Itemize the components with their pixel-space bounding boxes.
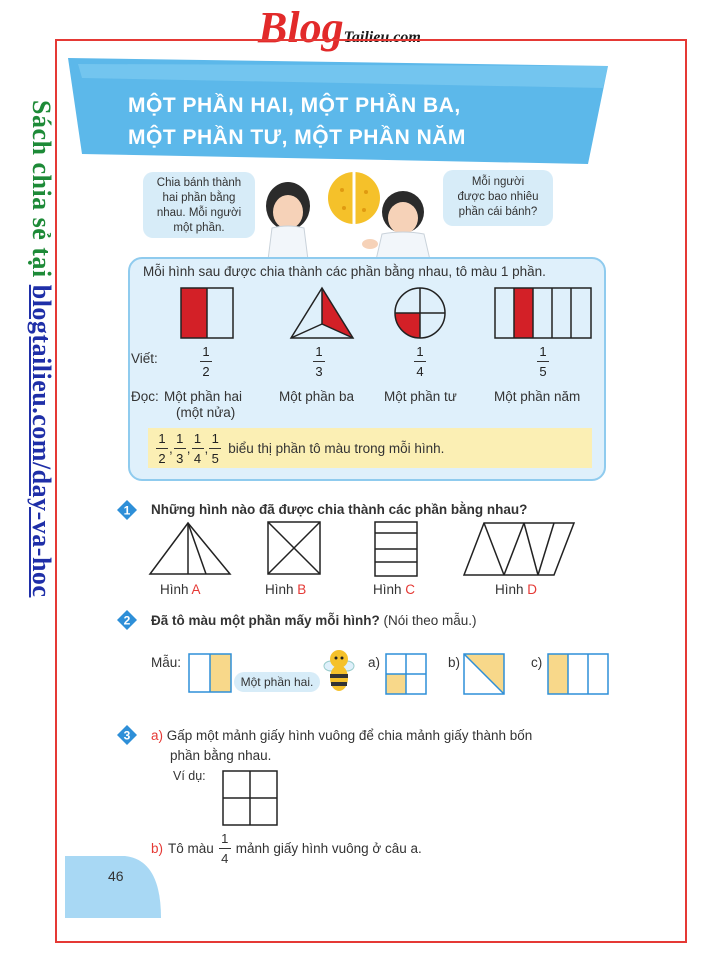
panel-intro: Mỗi hình sau được chia thành các phần bằng nhau, tô màu 1 phần.: [143, 264, 546, 279]
shape-fifth: [494, 287, 592, 339]
ex2-shape-b: [463, 653, 505, 695]
fraction-third: 1 3: [313, 344, 325, 379]
read-half-extra: (một nửa): [176, 405, 236, 420]
svg-text:1: 1: [123, 503, 131, 518]
page-title: MỘT PHẦN HAI, MỘT PHẦN BA, MỘT PHẦN TƯ, MỘT PHẦN NĂM: [128, 94, 466, 149]
svg-text:2: 2: [123, 613, 131, 628]
summary-text: biểu thị phần tô màu trong mỗi hình.: [228, 441, 445, 456]
figure-b: [267, 521, 322, 575]
bee-icon: [322, 646, 356, 694]
figure-d: [462, 521, 576, 577]
side-text-label: Sách chia sẻ tại: [27, 100, 56, 285]
speech-bubble-boy: Mỗi người được bao nhiêu phần cái bánh?: [443, 170, 553, 226]
fraction-fifth: 1 5: [537, 344, 549, 379]
summary-fractions: $\frac{1}{2}$ , $\frac{1}{3}$ , $\frac{1}{4}$ , $\frac{1}{5}$ biểu thị phần tô màu trong mỗi hình.: [156, 431, 444, 466]
sample-bubble: Một phần hai.: [234, 672, 320, 692]
figure-d-label: Hình D: [495, 582, 538, 597]
figure-c: [374, 521, 418, 577]
exercise-3-badge: [116, 724, 138, 746]
fraction-half: 1 2: [200, 344, 212, 379]
children-illustration: [258, 168, 443, 260]
exercise-1-question: Những hình nào đã được chia thành các phần bằng nhau?: [151, 502, 528, 517]
read-half: Một phần hai: [164, 389, 243, 404]
side-watermark: [10, 100, 60, 740]
read-fifth: Một phần năm: [494, 389, 581, 404]
ex3-part-a: a) Gấp một mảnh giấy hình vuông để chia mảnh giấy thành bốn phần bằng nhau.: [151, 728, 533, 763]
ex2-shape-a: [385, 653, 427, 695]
fraction-quarter: 1 4: [414, 344, 426, 379]
exercise-1-badge: [116, 499, 138, 521]
exercise-2-badge: [116, 609, 138, 631]
ex2-shape-c: [547, 653, 609, 695]
speech-bubble-girl: Chia bánh thành hai phần bằng nhau. Mỗi người một phần.: [143, 172, 255, 238]
figure-a-label: Hình A: [160, 582, 201, 597]
sample-shape: [188, 653, 232, 693]
shape-third: [289, 286, 355, 340]
read-quarter: Một phần tư: [384, 389, 457, 404]
ex2-item-b: b): [448, 655, 461, 670]
figure-c-label: Hình C: [373, 582, 416, 597]
svg-text:3: 3: [123, 728, 131, 743]
ex3-example-label: Ví dụ:: [173, 769, 206, 783]
side-link[interactable]: blogtailieu.com/day-va-hoc: [27, 284, 56, 598]
read-third: Một phần ba: [279, 389, 355, 404]
read-label: Đọc:: [131, 389, 159, 404]
blog-logo: BlogTailieu.com: [258, 3, 421, 52]
figure-b-label: Hình B: [265, 582, 307, 597]
ex2-item-c: c): [531, 655, 543, 670]
ex3-square: [222, 770, 278, 826]
shape-half: [180, 287, 234, 339]
ex3-part-b: b) Tô màu $\frac{1}{4}$ mảnh giấy hình vuông ở câu a.: [151, 831, 422, 866]
ex2-item-a: a): [368, 655, 381, 670]
shape-quarter: [393, 286, 447, 340]
exercise-2-question: Đã tô màu một phần mấy mỗi hình? (Nói theo mẫu.): [151, 613, 477, 628]
figure-a: [148, 521, 232, 576]
sample-label: Mẫu:: [151, 655, 182, 670]
write-label: Viết:: [131, 351, 158, 366]
page-corner: [65, 856, 161, 918]
page-number: 46: [108, 868, 124, 884]
